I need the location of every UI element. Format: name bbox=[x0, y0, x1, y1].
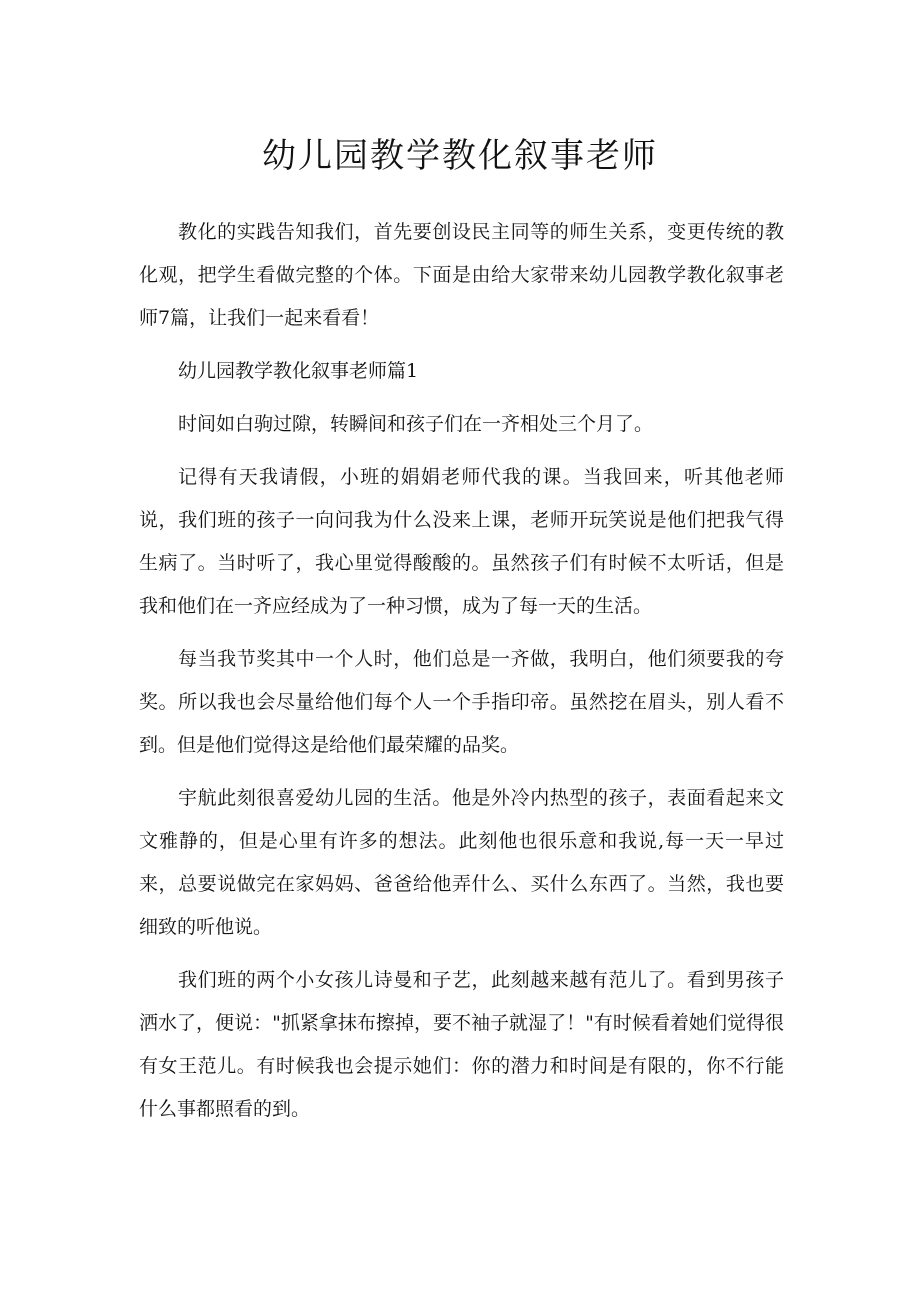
document-title: 幼儿园教学教化叙事老师 bbox=[262, 136, 658, 176]
body-paragraph: 记得有天我请假，小班的娟娟老师代我的课。当我回来，听其他老师说，我们班的孩子一向问我为什么没来上课，老师开玩笑说是他们把我气得生病了。当时听了，我心里觉得酸酸的。虽然孩子们有时候不太听话，但是我和他们在一齐应经成为了一种习惯，成为了每一天的生活。 bbox=[139, 466, 784, 617]
body-paragraph: 时间如白驹过隙，转瞬间和孩子们在一齐相处三个月了。 bbox=[178, 413, 654, 435]
body-paragraph: 宇航此刻很喜爱幼儿园的生活。他是外冷内热型的孩子，表面看起来文文雅静的，但是心里有许多的想法。此刻他也很乐意和我说,每一天一早过来，总要说做完在家妈妈、爸爸给他弄什么、买什么东西了。当然，我也要细致的听他说。 bbox=[139, 787, 784, 938]
document-body bbox=[139, 211, 784, 1131]
body-paragraph: 每当我节奖其中一个人时，他们总是一齐做，我明白，他们须要我的夸奖。所以我也会尽量给他们每个人一个手指印帝。虽然挖在眉头，别人看不到。但是他们觉得这是给他们最荣耀的品奖。 bbox=[139, 648, 784, 756]
intro-paragraph: 教化的实践告知我们，首先要创设民主同等的师生关系，变更传统的教化观，把学生看做完整的个体。下面是由给大家带来幼儿园教学教化叙事老师7篇，让我们一起来看看！ bbox=[139, 221, 784, 329]
body-paragraph: 我们班的两个小女孩儿诗曼和子艺，此刻越来越有范儿了。看到男孩子洒水了，便说："抓紧拿抹布擦掉，要不袖子就湿了！"有时候看着她们觉得很有女王范儿。有时候我也会提示她们：你的潜力和时间是有限的，你不行能什么事都照看的到。 bbox=[139, 969, 784, 1120]
section-heading: 幼儿园教学教化叙事老师篇1 bbox=[178, 360, 419, 382]
